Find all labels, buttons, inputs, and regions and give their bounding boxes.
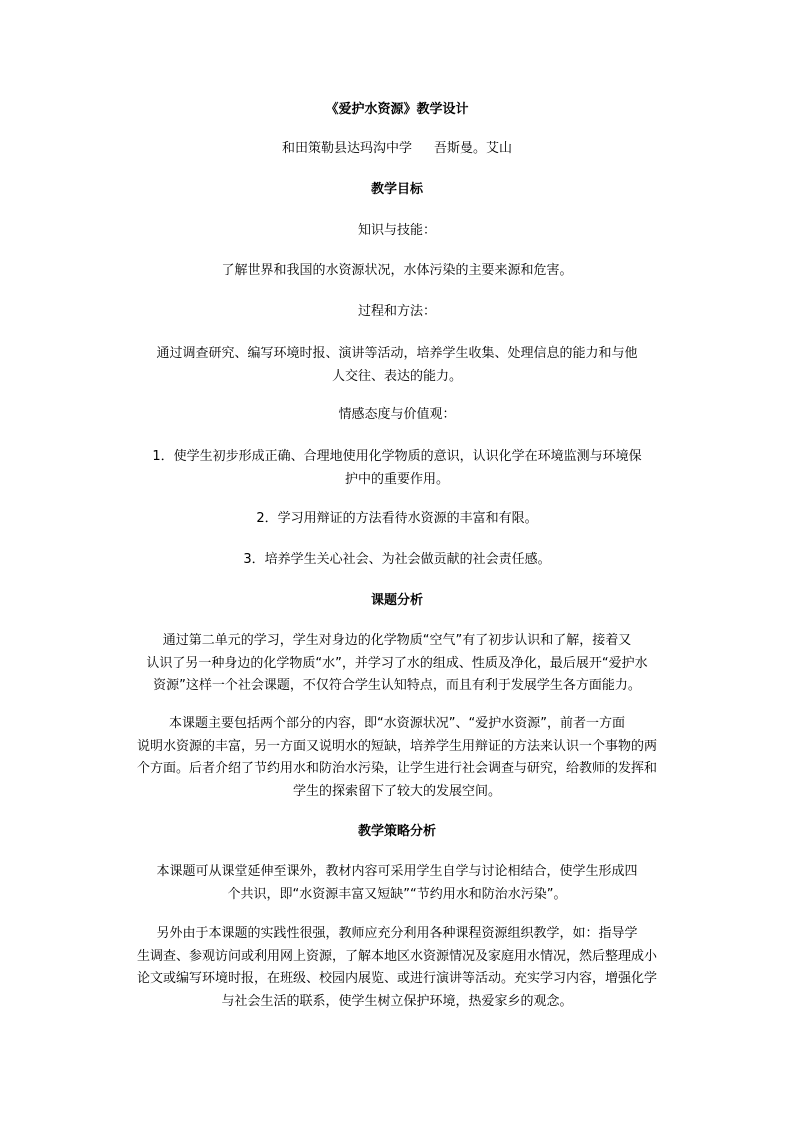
paragraph-line: 学生的探索留下了较大的发展空间。 xyxy=(292,783,501,799)
paragraph-line: 个共识，即“水资源丰富又短缺”“节约用水和防治水污染”。 xyxy=(227,886,567,902)
goal-item-2: 2．学习用辩证的方法看待水资源的丰富和有限。 xyxy=(256,511,538,526)
school-name: 和田策勒县达玛沟中学 xyxy=(281,141,412,156)
paragraph-line: 资源”这样一个社会课题，不仅符合学生认知特点，而且有利于发展学生各方面能力。 xyxy=(153,678,641,693)
author-line xyxy=(0,139,794,159)
emotion-label: 情感态度与价值观： xyxy=(338,407,456,422)
knowledge-label: 知识与技能： xyxy=(357,223,436,238)
section-heading-analysis: 课题分析 xyxy=(370,593,423,608)
knowledge-text: 了解世界和我国的水资源状况，水体污染的主要来源和危害。 xyxy=(221,263,573,278)
paragraph-line: 个方面。后者介绍了节约用水和防治水污染，让学生进行社会调查与研究，给教师的发挥和 xyxy=(136,761,657,776)
paragraph-line: 说明水资源的丰富，另一方面又说明水的短缺，培养学生用辩证的方法来认识一个事物的两 xyxy=(136,738,657,754)
paragraph-line: 论文或编写环境时报，在班级、校园内展览、或进行演讲等活动。充实学习内容，增强化学 xyxy=(136,971,657,986)
paragraph-line: 本课题可从课堂延伸至课外，教材内容可采用学生自学与讨论相结合，使学生形成四 xyxy=(156,864,638,879)
paragraph-line: 另外由于本课题的实践性很强，教师应充分利用各种课程资源组织教学，如：指导学 xyxy=(156,926,638,941)
paragraph-line: 通过调查研究、编写环境时报、演讲等活动，培养学生收集、处理信息的能力和与他 xyxy=(156,346,638,361)
paragraph-line: 1．使学生初步形成正确、合理地使用化学物质的意识，认识化学在环境监测与环境保 xyxy=(152,449,642,464)
analysis-paragraph-1 xyxy=(118,630,676,698)
paragraph-line: 护中的重要作用。 xyxy=(344,471,449,487)
paragraph-line: 与社会生活的联系，使学生树立保护环境，热爱家乡的观念。 xyxy=(221,993,573,1009)
strategy-paragraph-2 xyxy=(118,923,676,1013)
process-paragraph xyxy=(118,343,676,388)
paragraph-line: 本课题主要包括两个部分的内容，即“水资源状况”、“爱护水资源”，前者一方面 xyxy=(169,716,625,731)
section-heading-goals: 教学目标 xyxy=(370,182,423,197)
author-name: 吾斯曼。艾山 xyxy=(434,141,513,156)
goal-item-3: 3．培养学生关心社会、为社会做贡献的社会责任感。 xyxy=(243,552,551,567)
strategy-paragraph-1 xyxy=(118,861,676,906)
section-heading-strategy: 教学策略分析 xyxy=(357,824,436,839)
paragraph-line: 认识了另一种身边的化学物质“水”，并学习了水的组成、性质及净化，最后展开“爱护水 xyxy=(146,655,648,671)
paragraph-line: 人交往、表达的能力。 xyxy=(331,368,462,384)
process-label: 过程和方法： xyxy=(357,304,436,319)
document-title: 《爱护水资源》教学设计 xyxy=(325,102,469,117)
analysis-paragraph-2 xyxy=(118,713,676,803)
paragraph-line: 生调查、参观访问或利用网上资源，了解本地区水资源情况及家庭用水情况，然后整理成小 xyxy=(136,948,657,964)
paragraph-line: 通过第二单元的学习，学生对身边的化学物质“空气”有了初步认识和了解，接着又 xyxy=(162,633,632,648)
goal-item-1 xyxy=(118,446,676,491)
